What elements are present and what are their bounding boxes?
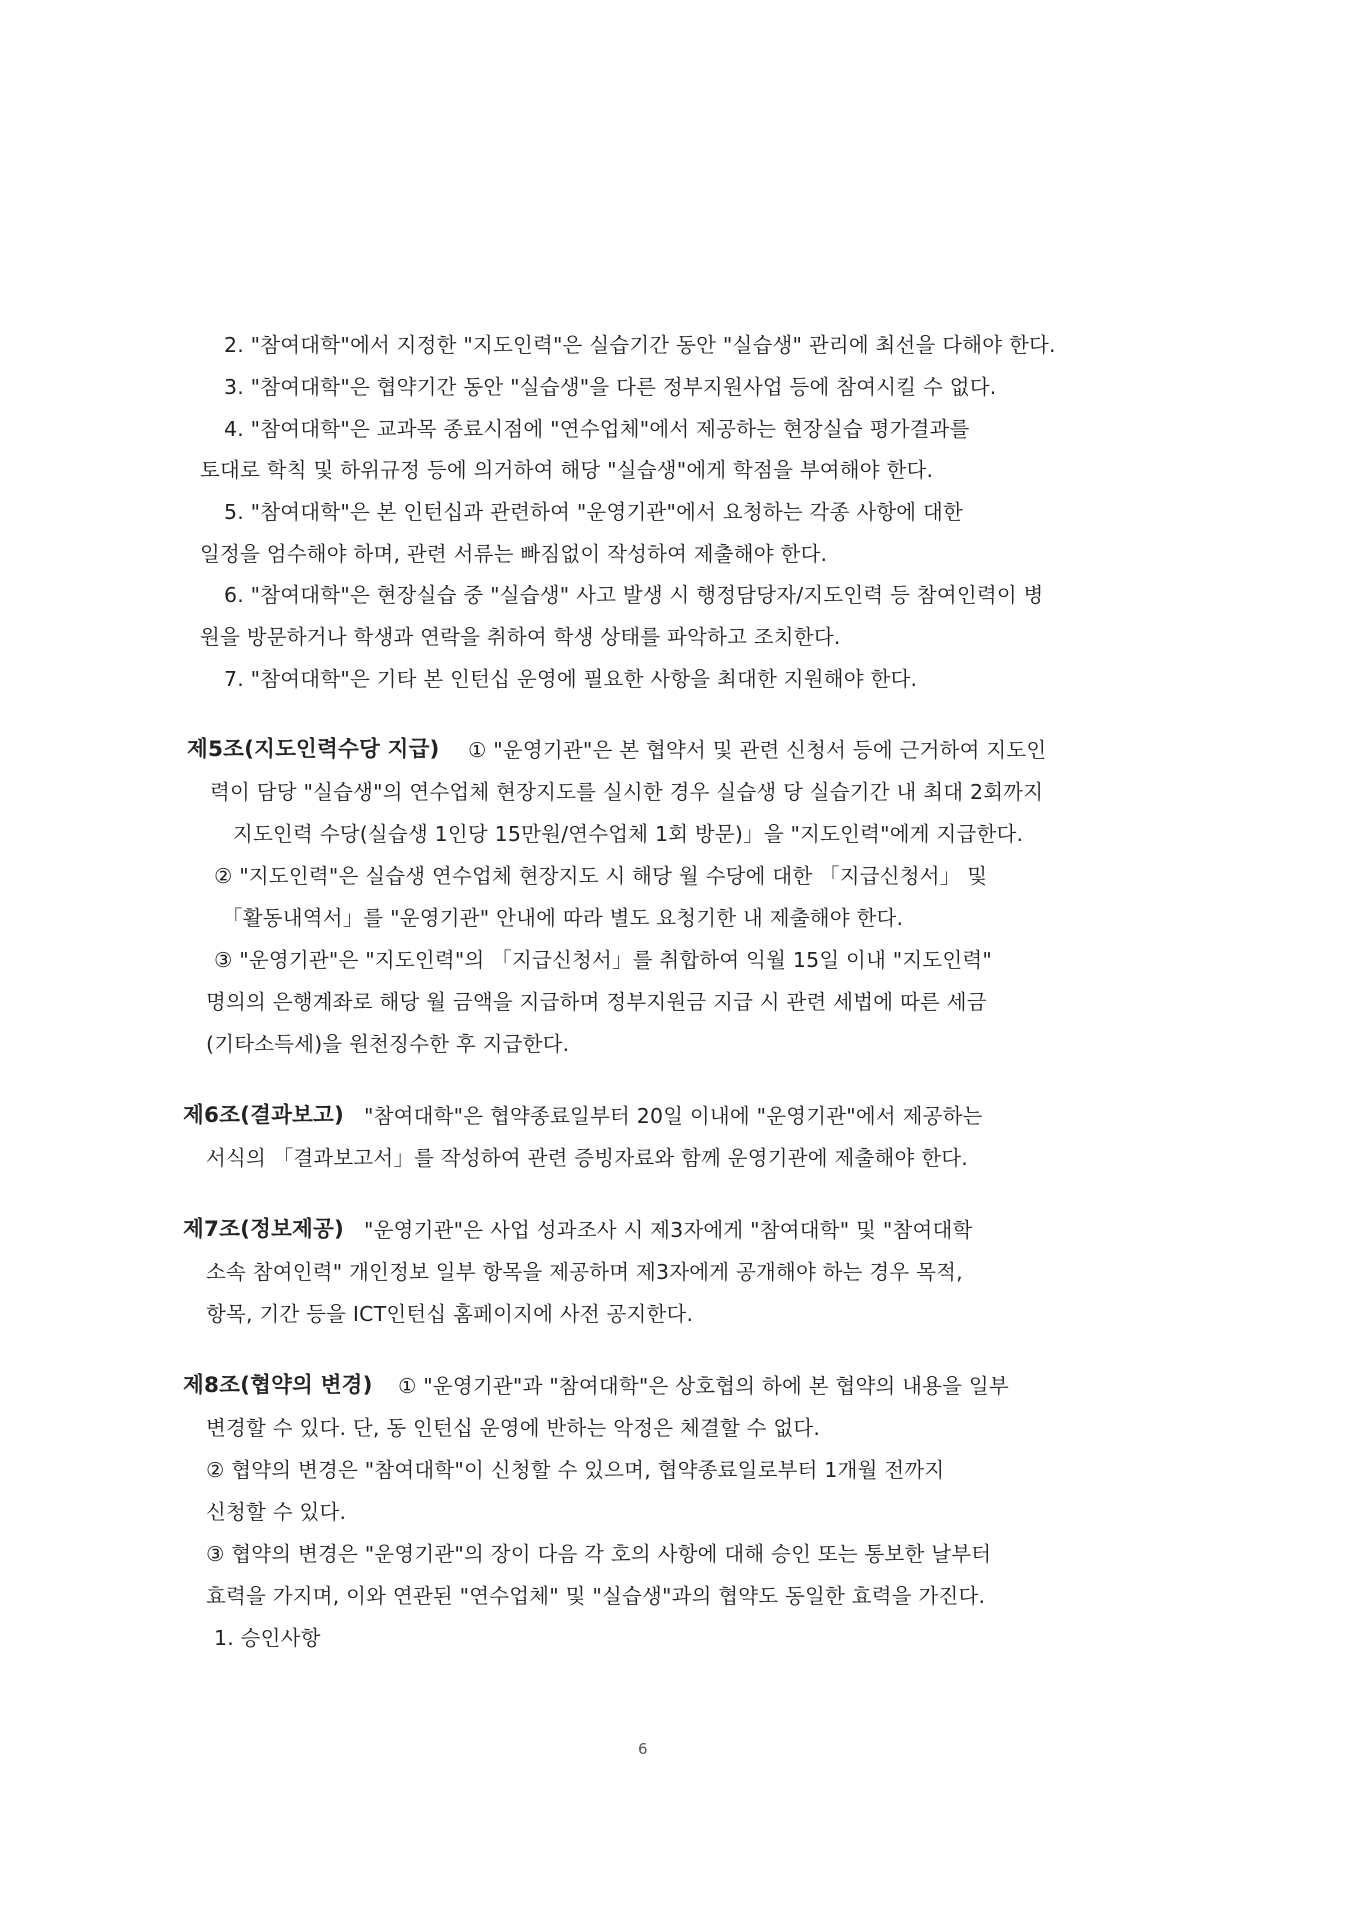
item-6-line-2: 원을 방문하거나 학생과 연락을 취하여 학생 상태를 파악하고 조치한다. <box>200 625 841 649</box>
article-8-heading: 제8조(협약의 변경) <box>183 1373 373 1398</box>
article-8-line-7: 1. 승인사항 <box>214 1626 321 1650</box>
article-6-heading: 제6조(결과보고) <box>183 1103 345 1128</box>
article-5-line-4: ② "지도인력"은 실습생 연수업체 현장지도 시 해당 월 수당에 대한 「지급신청서」 및 <box>214 864 988 888</box>
article-8-line-5: ③ 협약의 변경은 "운영기관"의 장이 다음 각 호의 사항에 대해 승인 또는 통보한 날부터 <box>206 1542 992 1566</box>
article-7-line-2: 소속 참여인력" 개인정보 일부 항목을 제공하며 제3자에게 공개해야 하는 경우 목적, <box>206 1260 963 1284</box>
article-5-line-6: ③ "운영기관"은 "지도인력"의 「지급신청서」를 취합하여 익월 15일 이내 "지도인력" <box>214 948 993 972</box>
item-4-line-1: 4. "참여대학"은 교과목 종료시점에 "연수업체"에서 제공하는 현장실습 평가결과를 <box>224 417 970 441</box>
article-8-line-6: 효력을 가지며, 이와 연관된 "연수업체" 및 "실습생"과의 협약도 동일한 효력을 가진다. <box>206 1584 986 1608</box>
item-5-line-2: 일정을 엄수해야 하며, 관련 서류는 빠짐없이 작성하여 제출해야 한다. <box>200 542 828 566</box>
article-5-line-3: 지도인력 수당(실습생 1인당 15만원/연수업체 1회 방문)」을 "지도인력"에게 지급한다. <box>233 822 1024 846</box>
item-7-line-1: 7. "참여대학"은 기타 본 인턴십 운영에 필요한 사항을 최대한 지원해야 한다. <box>224 667 918 691</box>
item-5-line-1: 5. "참여대학"은 본 인턴십과 관련하여 "운영기관"에서 요청하는 각종 사항에 대한 <box>224 500 964 524</box>
item-4-line-2: 토대로 학칙 및 하위규정 등에 의거하여 해당 "실습생"에게 학점을 부여해야 한다. <box>200 458 934 482</box>
article-7-heading: 제7조(정보제공) <box>183 1217 345 1242</box>
article-5-heading: 제5조(지도인력수당 지급) <box>187 737 440 762</box>
item-6-line-1: 6. "참여대학"은 현장실습 중 "실습생" 사고 발생 시 행정담당자/지도인력 등 참여인력이 병 <box>224 583 1044 607</box>
article-8-line-2: 변경할 수 있다. 단, 동 인턴십 운영에 반하는 악정은 체결할 수 없다. <box>206 1416 821 1440</box>
article-5-line-1: ① "운영기관"은 본 협약서 및 관련 신청서 등에 근거하여 지도인 <box>468 738 1047 762</box>
article-6-line-1: "참여대학"은 협약종료일부터 20일 이내에 "운영기관"에서 제공하는 <box>364 1104 983 1128</box>
item-2-line-1: 2. "참여대학"에서 지정한 "지도인력"은 실습기간 동안 "실습생" 관리에 최선을 다해야 한다. <box>224 333 1056 357</box>
article-7-line-1: "운영기관"은 사업 성과조사 시 제3자에게 "참여대학" 및 "참여대학 <box>364 1218 973 1242</box>
page-number: 6 <box>638 1740 648 1758</box>
article-8-line-3: ② 협약의 변경은 "참여대학"이 신청할 수 있으며, 협약종료일로부터 1개월 전까지 <box>206 1458 945 1482</box>
item-3-line-1: 3. "참여대학"은 협약기간 동안 "실습생"을 다른 정부지원사업 등에 참여시킬 수 없다. <box>224 375 997 399</box>
article-7-line-3: 항목, 기간 등을 ICT인턴십 홈페이지에 사전 공지한다. <box>206 1302 694 1326</box>
article-5-line-7: 명의의 은행계좌로 해당 월 금액을 지급하며 정부지원금 지급 시 관련 세법에 따른 세금 <box>206 990 987 1014</box>
article-5-line-8: (기타소득세)을 원천징수한 후 지급한다. <box>206 1032 570 1056</box>
article-8-line-4: 신청할 수 있다. <box>206 1500 347 1524</box>
article-8-line-1: ① "운영기관"과 "참여대학"은 상호협의 하에 본 협약의 내용을 일부 <box>398 1374 1009 1398</box>
article-5-line-5: 「활동내역서」를 "운영기관" 안내에 따라 별도 요청기한 내 제출해야 한다. <box>222 906 904 930</box>
article-5-line-2: 력이 담당 "실습생"의 연수업체 현장지도를 실시한 경우 실습생 당 실습기간 내 최대 2회까지 <box>210 780 1044 804</box>
article-6-line-2: 서식의 「결과보고서」를 작성하여 관련 증빙자료와 함께 운영기관에 제출해야 한다. <box>206 1146 968 1170</box>
